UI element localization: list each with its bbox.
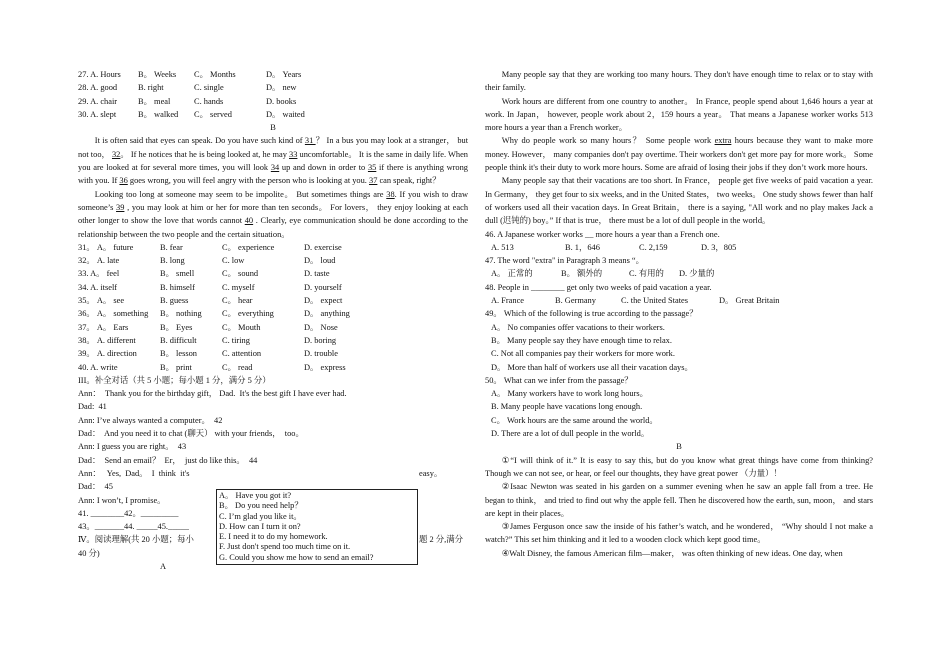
option: B. himself <box>160 282 195 292</box>
reading-a-para2: Work hours are different from one country to another。 In France, people spend about 1,646 hours a year at work. In Japan， however, people work about 2，159 hours a year。 That means a Japanese worker works 513 more hours a year than a French worker。 <box>485 96 873 133</box>
dialogue-line <box>78 467 468 480</box>
option: D。 Great Britain <box>719 296 780 306</box>
option: D. books <box>266 96 297 106</box>
dialogue-text: Ann： Yes, Dad。 I think it's <box>78 468 190 478</box>
cloze-options-27-30 <box>78 68 468 121</box>
dialogue-line <box>78 440 468 453</box>
option: A。 Many workers have to work long hours。 <box>491 389 649 399</box>
option: C。 sound <box>222 269 259 279</box>
option-row <box>78 241 468 254</box>
option: D. 3，805 <box>701 242 737 252</box>
question-47: 47. The word "extra" in Paragraph 3 means “。 <box>485 256 645 266</box>
option: B。 Weeks <box>138 70 177 79</box>
option-row <box>78 68 468 81</box>
option: D. boring <box>304 335 337 345</box>
option: D。 Nose <box>304 322 338 332</box>
option: C. single <box>194 83 224 93</box>
option-row <box>78 95 468 108</box>
dialogue-text: Dad: 41 <box>78 402 112 412</box>
reading-b-para4: ④Walt Disney, the famous American film—maker， was often thinking of new ideas. One day, when <box>501 548 843 558</box>
option: B。 Eyes <box>160 322 193 332</box>
option: A。 No companies offer vacations to their workers. <box>491 322 665 332</box>
section-b-heading-right: B <box>676 442 682 452</box>
option: C。 served <box>194 109 232 119</box>
dialogue-text: Dad： And you need it to chat (聊天） with your friends， too。 <box>78 429 304 439</box>
option: B。 meal <box>138 96 171 106</box>
option: D。 expect <box>304 296 343 306</box>
option: C。 Months <box>194 70 236 79</box>
section-4-title-cont: 40 分) <box>78 548 100 558</box>
section-a-heading: A <box>160 561 167 571</box>
option: D. 少量的 <box>679 269 715 279</box>
option: 31。 A。 future <box>78 242 134 252</box>
option: C. low <box>222 256 245 266</box>
dialogue-text: Ann: I won’t, I promise。 <box>78 495 166 505</box>
option: C。 hear <box>222 296 253 306</box>
option: C. the United States <box>621 296 688 306</box>
question-46-options <box>485 241 873 254</box>
dialogue-option: C. I’m glad you like it。 <box>219 511 302 521</box>
option: A。 正常的 <box>491 269 533 279</box>
option: C. Not all companies pay their workers for more work. <box>491 349 675 359</box>
dialogue-line <box>78 414 468 427</box>
option-row <box>78 334 468 347</box>
option: B. Germany <box>555 296 596 306</box>
dialogue-option: A。 Have you got it? <box>219 491 292 500</box>
dialogue-text: 43。_______44. _____45._____ <box>78 522 189 532</box>
option: 27. A. Hours <box>78 70 121 79</box>
reading-a-para1: Many people say that they are working too many hours. They don't have enough time to relax or to stay with their family. <box>485 70 873 93</box>
question-46: 46. A Japanese worker works __ more hours a year than a French one. <box>485 229 720 239</box>
option: 39。 A. direction <box>78 349 137 359</box>
dialogue-line <box>78 427 468 440</box>
option: 34. A. itself <box>78 282 118 292</box>
dialogue-option: G. Could you show me how to send an email? <box>219 552 374 562</box>
option: C。 Work hours are the same around the world。 <box>491 415 658 425</box>
question-49: 49。 Which of the following is true according to the passage？ <box>485 309 698 319</box>
option: 40. A. write <box>78 362 118 372</box>
section-4-title: Ⅳ。阅读理解(共 20 小题；每小 题 2 分,满分 <box>78 535 463 545</box>
option: B。 print <box>160 362 192 372</box>
dialogue-option: F. Just don't spend too much time on it. <box>219 542 351 552</box>
option: D. trouble <box>304 349 338 359</box>
option: C。 Mouth <box>222 322 261 332</box>
option: 33. A。 feel <box>78 269 120 279</box>
option: B. long <box>160 256 185 266</box>
option: 28. A. good <box>78 83 118 93</box>
option-row <box>78 108 468 121</box>
option: B. 1，646 <box>565 242 600 252</box>
reading-b-para1: ①“I will think of it.” It is easy to say this, but do you know what great things have come from thinking? Though we can not see, or hear, or feel our thoughts, they have great power （力量）！ <box>485 455 873 478</box>
option-row <box>78 254 468 267</box>
option: C. 有用的 <box>629 269 664 279</box>
option-row <box>78 307 468 320</box>
option: B。 walked <box>138 109 179 119</box>
dialogue-line <box>78 454 468 467</box>
option: D. yourself <box>304 282 342 292</box>
option: B. Many people have vacations long enough. <box>491 402 643 412</box>
option: 30. A. slept <box>78 109 117 119</box>
option: D。 anything <box>304 309 350 319</box>
question-48: 48. People in ________ get only two weeks of paid vacation a year. <box>485 282 712 292</box>
dialogue-line <box>78 387 468 400</box>
option: 36。 A。 something <box>78 309 149 319</box>
cloze-passage-para1: It is often said that eyes can speak. Do you have such kind of 31 ？ In a bus you may look at a stranger， but not too， 32。 If he notices that he is being looked at, he may 33 uncomfortable。 It is the same in daily life. When you are looked at for several more times, you will look 34 up and down in order to 35 if there is anything wrong with you. If 36 goes wrong, you will feel angry with the person who is looking at you. 37 can speak, right？ <box>78 136 469 186</box>
option: C. 2,159 <box>639 242 668 252</box>
dialogue-option: B。 Do you need help？ <box>219 501 303 511</box>
dialogue-text: 41. ________42。_________ <box>78 508 179 518</box>
option: C. myself <box>222 282 255 292</box>
option: 35。 A。 see <box>78 296 125 306</box>
option: B. right <box>138 83 164 93</box>
option: D。 waited <box>266 109 305 119</box>
option: B. fear <box>160 242 183 252</box>
option-row <box>78 321 468 334</box>
option: D。 loud <box>304 256 336 266</box>
dialogue-option: E. I need it to do my homework. <box>219 532 328 542</box>
option-row <box>78 294 468 307</box>
option: B。 smell <box>160 269 195 279</box>
cloze-passage-para2: Looking too long at someone may seem to be impolite。 But sometimes things are 38. If you wish to draw someone’s 39 , you may look at him or her for more than ten seconds。 For lovers， they enjoy looking at each other longer to show the love that words cannot 40 . Clearly, eye communication should be done according to the relationship between the two people and the certain situation。 <box>78 189 469 239</box>
reading-a-para4: Many people say that their vacations are too short. In France， people get five weeks of paid vacation a year. In Germany， they get four to six weeks, and in the United States， two weeks。 One study shows fewer than half of workers used all their vacation days. In Great Britain， there is a saying, "All work and no play makes Jack a dull (迟钝的) boy。” If that is true， there must be a lot of dull people in the world。 <box>485 176 873 226</box>
option: D. There are a lot of dull people in the world。 <box>491 429 650 439</box>
reading-b-para3: ③James Ferguson once saw the inside of his father’s watch, and he wondered， “Why should I not make a watch?” This set him thinking and it led to a wooden clock which kept good time。 <box>485 522 873 545</box>
option: C. tiring <box>222 335 250 345</box>
option: B。 Many people say they have enough time to relax. <box>491 335 672 345</box>
option: D。 express <box>304 362 346 372</box>
question-48-options <box>485 294 873 307</box>
reading-b-para2: ②Isaac Newton was seated in his garden on a summer evening when he saw an apple fall from a tree. He began to think， and tried to find out why the apple fell. Then he discovered how the earth, sun, moon， and stars are kept in their places。 <box>485 482 873 518</box>
option-row <box>78 267 468 280</box>
option-row <box>78 347 468 360</box>
option: B。 额外的 <box>561 269 603 279</box>
option: B. difficult <box>160 335 197 345</box>
right-column <box>485 68 873 560</box>
option-row <box>78 81 468 94</box>
option: A. France <box>491 296 525 306</box>
option: D. taste <box>304 269 330 279</box>
option: B. guess <box>160 296 189 306</box>
reading-a-para3: Why do people work so many hours？ Some people work extra hours because they want to make more money. However， many companies don't pay overtime. Their workers don't get more pay for more work。 Some people think it's their duty to work more hours. Some are afraid of losing their jobs if they don’t work more hours. <box>485 136 874 173</box>
option: C。 everything <box>222 309 274 319</box>
dialogue-text: Ann: I’ve always wanted a computer。 42 <box>78 415 227 425</box>
option: D。 More than half of workers use all their vacation days。 <box>491 362 693 372</box>
question-47-options <box>485 267 873 280</box>
option: 29. A. chair <box>78 96 118 106</box>
option: 32。 A. late <box>78 256 120 266</box>
section-b-heading: B <box>270 123 276 133</box>
option: B。 lesson <box>160 349 197 359</box>
dialogue-option: D. How can I turn it on? <box>219 521 301 531</box>
option-row <box>78 281 468 294</box>
dialogue-options-box <box>216 489 418 565</box>
option: C。 read <box>222 362 253 372</box>
option: 37。 A。 Ears <box>78 322 129 332</box>
option: A. 513 <box>491 242 514 252</box>
option: 38。 A. different <box>78 335 136 345</box>
dialogue-text: Dad： 45 <box>78 482 118 492</box>
option: C. attention <box>222 349 262 359</box>
option: C. hands <box>194 96 224 106</box>
dialogue-text-tail: easy。 <box>419 468 443 478</box>
option: D。 Years <box>266 70 302 79</box>
dialogue-text: Dad： Send an email？ Er， just do like this。 44 <box>78 455 262 465</box>
option: C。 experience <box>222 242 275 252</box>
section-3-title: III。补全对话（共 5 小题；每小题 1 分，满分 5 分） <box>78 375 271 385</box>
dialogue-line <box>78 400 468 413</box>
option: D. exercise <box>304 242 342 252</box>
dialogue-text: Ann: I guess you are right。 43 <box>78 442 191 452</box>
option: B。 nothing <box>160 309 202 319</box>
option-row <box>78 361 468 374</box>
question-50: 50。 What can we infer from the passage？ <box>485 375 633 385</box>
cloze-options-31-40 <box>78 241 468 374</box>
dialogue-text: Ann： Thank you for the birthday gift， Dad. It's the best gift I have ever had. <box>78 389 347 399</box>
option: D。 new <box>266 83 297 93</box>
